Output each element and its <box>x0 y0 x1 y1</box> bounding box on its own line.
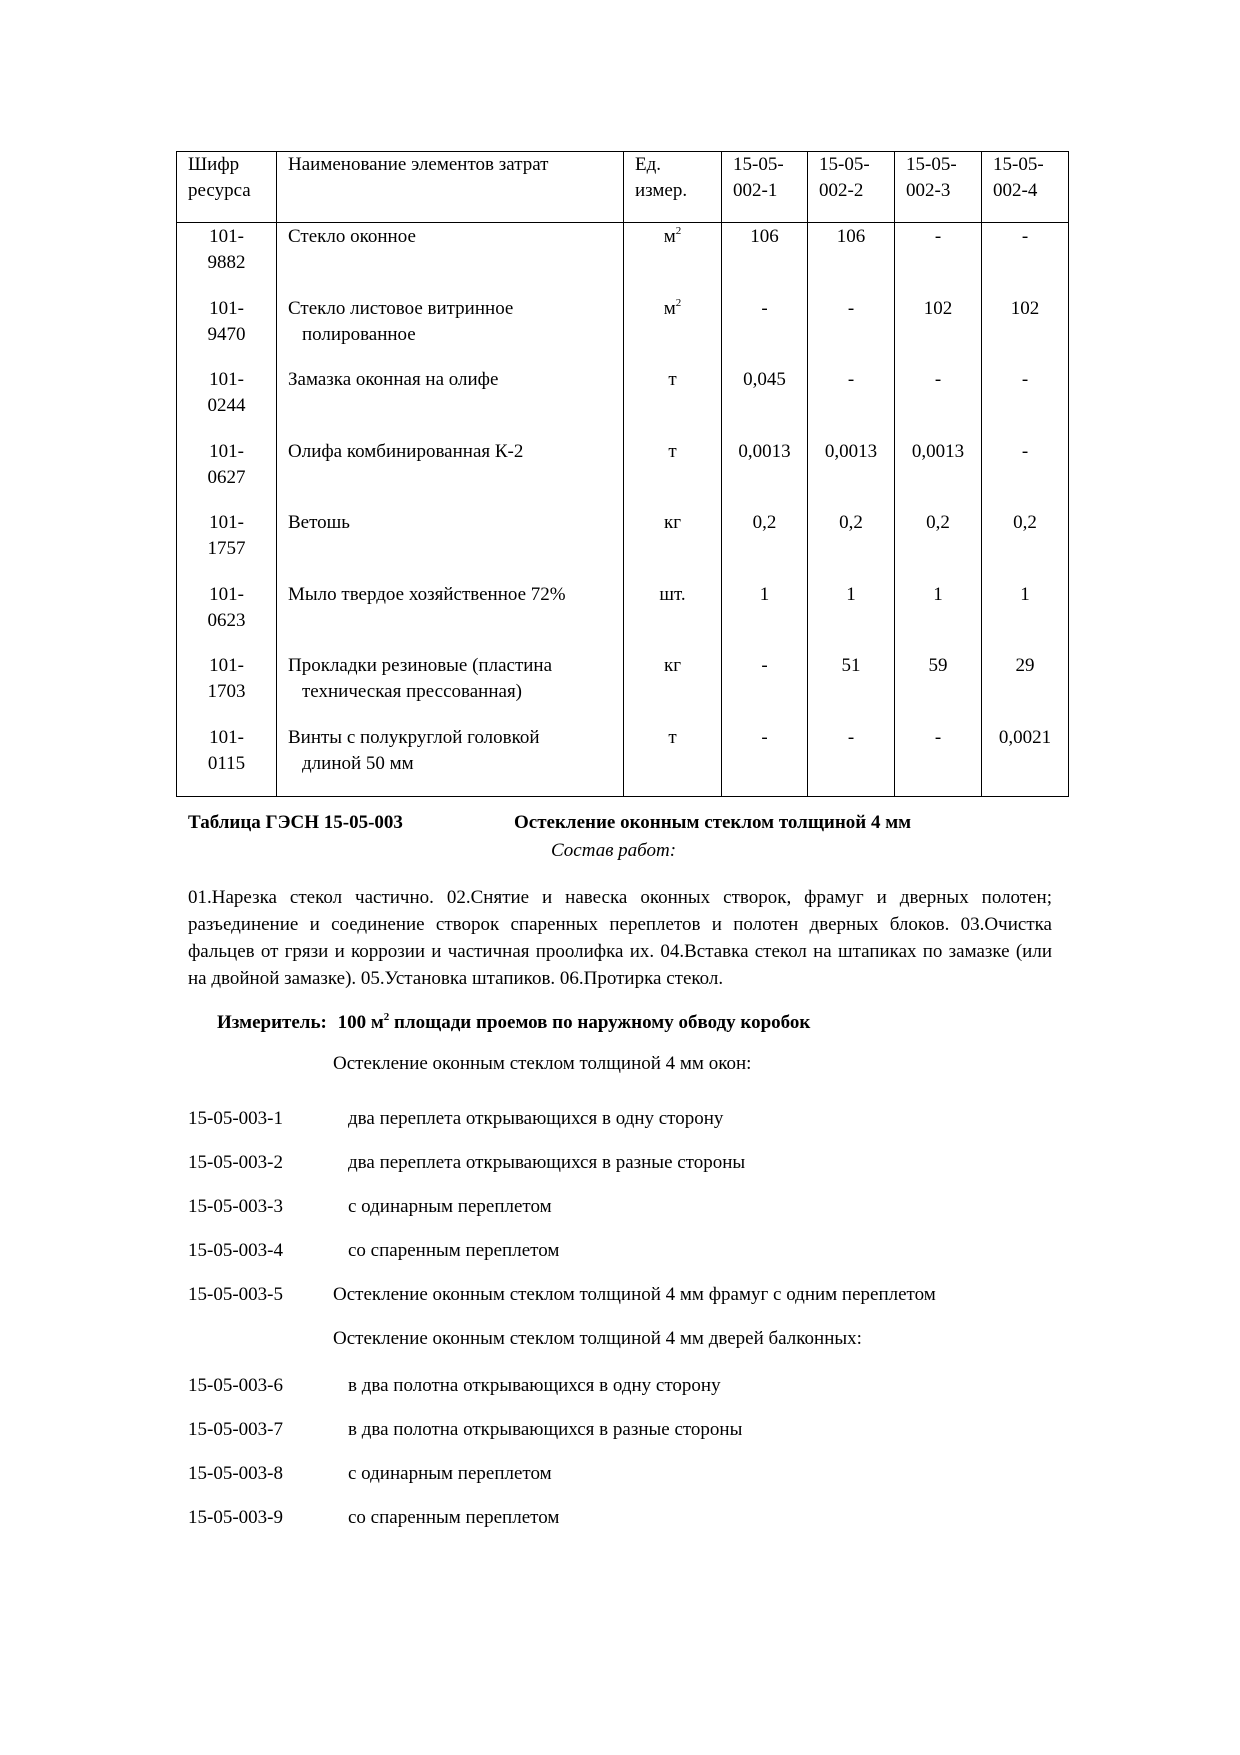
value-col-1: 106 <box>722 223 808 295</box>
resource-code: 101- 1703 <box>177 652 277 724</box>
value-col-3: 1 <box>895 581 982 653</box>
table-row <box>177 366 1069 438</box>
document-page: Шифр ресурса Наименование элементов затрат Ед. измер. 15-05- 002-1 15-05- 002-2 15-05- 002-3 15-05- 002-4 101- 9882 Стекло оконное $м^2$ 106 106 - - 101- 9470 Стекло листовое витринное полированное $м^2$ - - 102 102 101- 0244 Замазка оконная на олифе т 0,045 - - - 101- 0627 Олифа комбинированная К-2 т 0,0013 0,0013 0,0013 - 101- 1757 Ветошь кг 0,2 0,2 0,2 0,2 101- 0623 Мыло твердое хозяйственное 72% шт. 1 1 1 1 101- 1703 Прокладки резиновые (пластина техническая прессованная) кг - 51 59 29 101- 0115 Винты с полукруглой головкой длиной 50 мм т - - - 0,0021 Таблица ГЭСН 15-05-003 Остекление оконным стеклом толщиной 4 мм Состав работ: 01.Нарезка стекол частично. 02.Снятие и навеска оконных створок, фрамуг и дверных полотен; разъединение и соединение створок спаренных переплетов и полотен дверных блоков. 03.Очистка фальцев от грязи и коррозии и частичная проолифка их. 04.Вставка стекол на штапиках по замазке (или на двойной замазке). 05.Установка штапиков. 06.Протирка стекол. Измеритель: 100 $м^2$ площади проемов по наружному обводу коробок Остекление оконным стеклом толщиной 4 мм окон: 15-05-003-1 два переплета открывающихся в одну сторону 15-05-003-2 два переплета открывающихся в разные стороны 15-05-003-3 с одинарным переплетом 15-05-003-4 со спаренным переплетом 15-05-003-5 Остекление оконным стеклом толщиной 4 мм фрамуг с одним переплетом Остекление оконным стеклом толщиной 4 мм дверей балконных: 15-05-003-6 в два полотна открывающихся в одну сторону 15-05-003-7 в два полотна открывающихся в разные стороны 15-05-003-8 с одинарным переплетом 15-05-003-9 со спаренным переплетом <box>0 0 1240 1755</box>
header-code: Шифр ресурса <box>177 152 277 223</box>
resource-code: 101- 0623 <box>177 581 277 653</box>
value-col-2: 1 <box>808 581 895 653</box>
value-col-2: 0,0013 <box>808 438 895 510</box>
value-col-2: 106 <box>808 223 895 295</box>
value-col-4: - <box>982 438 1069 510</box>
table-row <box>177 724 1069 797</box>
table-row <box>177 652 1069 724</box>
work-composition-text: 01.Нарезка стекол частично. 02.Снятие и навеска оконных створок, фрамуг и дверных полотен; разъединение и соединение створок спаренных переплетов и полотен дверных блоков. 03.Очистка фальцев от грязи и коррозии и частичная проолифка их. 04.Вставка стекол на штапиках по замазке (или на двойной замазке). 05.Установка штапиков. 06.Протирка стекол. <box>188 887 1052 989</box>
header-col-4: 15-05- 002-4 <box>982 152 1069 223</box>
resource-unit: т <box>624 724 722 797</box>
resource-code: 101- 9882 <box>177 223 277 295</box>
group-heading-balcony-doors: Остекление оконным стеклом толщиной 4 мм дверей балконных: <box>333 1328 862 1349</box>
resource-unit: кг <box>624 652 722 724</box>
value-col-3: 102 <box>895 295 982 367</box>
resource-name: Замазка оконная на олифе <box>277 366 624 438</box>
resource-unit: кг <box>624 509 722 581</box>
meter-value: 100 $м^2$ площади проемов по наружному обводу коробок <box>337 1011 811 1033</box>
table-row <box>177 581 1069 653</box>
table-row <box>177 438 1069 510</box>
value-col-1: 0,0013 <box>722 438 808 510</box>
value-col-4: 1 <box>982 581 1069 653</box>
value-col-3: - <box>895 724 982 797</box>
value-col-2: 51 <box>808 652 895 724</box>
header-name: Наименование элементов затрат <box>277 152 624 223</box>
resource-code: 101- 0244 <box>177 366 277 438</box>
value-col-4: 29 <box>982 652 1069 724</box>
value-col-2: 0,2 <box>808 509 895 581</box>
table-row <box>177 223 1069 295</box>
resource-name: Стекло листовое витринное полированное <box>277 295 624 367</box>
table-row <box>177 295 1069 367</box>
table-row <box>177 509 1069 581</box>
resource-unit: $м^2$ <box>624 295 722 367</box>
resource-name: Прокладки резиновые (пластина техническая прессованная) <box>277 652 624 724</box>
resource-unit: шт. <box>624 581 722 653</box>
work-composition-heading: Состав работ: <box>551 840 677 861</box>
value-col-3: 0,2 <box>895 509 982 581</box>
resource-code: 101- 0627 <box>177 438 277 510</box>
resource-code: 101- 1757 <box>177 509 277 581</box>
resource-name: Ветошь <box>277 509 624 581</box>
header-col-1: 15-05- 002-1 <box>722 152 808 223</box>
resource-name: Мыло твердое хозяйственное 72% <box>277 581 624 653</box>
resource-unit: $м^2$ <box>624 223 722 295</box>
value-col-1: - <box>722 295 808 367</box>
value-col-4: - <box>982 366 1069 438</box>
header-col-2: 15-05- 002-2 <box>808 152 895 223</box>
measurement-unit <box>217 1012 810 1034</box>
header-unit: Ед. измер. <box>624 152 722 223</box>
value-col-1: - <box>722 724 808 797</box>
value-col-1: 1 <box>722 581 808 653</box>
value-col-4: 0,2 <box>982 509 1069 581</box>
table-header-row <box>177 152 1069 223</box>
resource-code: 101- 9470 <box>177 295 277 367</box>
value-col-4: 102 <box>982 295 1069 367</box>
value-col-1: - <box>722 652 808 724</box>
value-col-1: 0,2 <box>722 509 808 581</box>
resource-unit: т <box>624 438 722 510</box>
value-col-3: - <box>895 366 982 438</box>
table-label: Таблица ГЭСН 15-05-003 <box>188 812 403 833</box>
header-col-3: 15-05- 002-3 <box>895 152 982 223</box>
value-col-3: - <box>895 223 982 295</box>
resource-unit: т <box>624 366 722 438</box>
value-col-2: - <box>808 366 895 438</box>
group-heading-windows: Остекление оконным стеклом толщиной 4 мм окон: <box>333 1053 752 1074</box>
resource-code: 101- 0115 <box>177 724 277 797</box>
table-title: Остекление оконным стеклом толщиной 4 мм <box>514 812 912 833</box>
value-col-1: 0,045 <box>722 366 808 438</box>
value-col-4: - <box>982 223 1069 295</box>
resource-name: Винты с полукруглой головкой длиной 50 мм <box>277 724 624 797</box>
value-col-2: - <box>808 295 895 367</box>
resource-table <box>176 151 1069 797</box>
meter-label: Измеритель: <box>217 1012 327 1033</box>
resource-name: Олифа комбинированная К-2 <box>277 438 624 510</box>
value-col-3: 0,0013 <box>895 438 982 510</box>
value-col-3: 59 <box>895 652 982 724</box>
value-col-2: - <box>808 724 895 797</box>
value-col-4: 0,0021 <box>982 724 1069 797</box>
resource-name: Стекло оконное <box>277 223 624 295</box>
